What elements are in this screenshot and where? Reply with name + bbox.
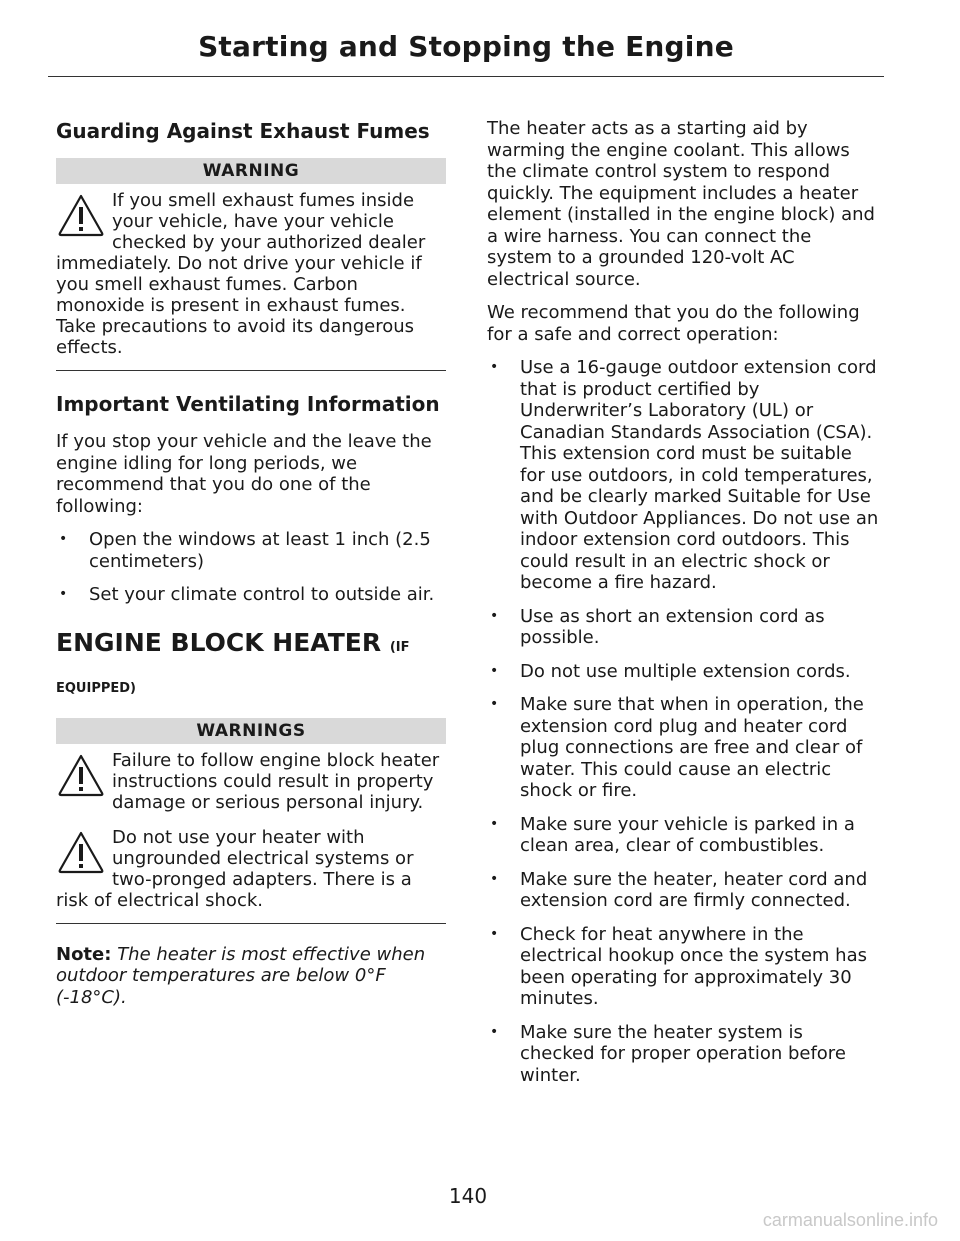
heater-warning-2-text: Do not use your heater with ungrounded electrical systems or two-pronged adapters. There is a risk of electrical shock. [56,826,414,911]
ventilating-list [56,529,446,606]
ventilating-intro: If you stop your vehicle and the leave the engine idling for long periods, we recommend that you do one of the following: [56,431,432,517]
heater-description: The heater acts as a starting aid by warming the engine coolant. This allows the climate control system to respond quickly. The equipment includes a heater element (installed in the engine block) and a wire harness. You can connect the system to a grounded 120-volt AC electrical source. [487,118,875,290]
recommendation-intro: We recommend that you do the following for a safe and correct operation: [487,302,860,345]
heater-recommendations-list [487,357,880,1086]
list-item: • Do not use multiple extension cords. [487,661,880,683]
warning-triangle-icon [56,829,106,875]
heater-title-text: ENGINE BLOCK HEATER [56,627,382,657]
warnings-end-divider [56,923,446,924]
warning-header: WARNING [56,158,446,184]
heater-warning-1-text: Failure to follow engine block heater instructions could result in property damage or serious personal injury. [112,749,440,813]
warning-triangle-icon [56,192,106,238]
list-item: • Set your climate control to outside air. [56,584,446,606]
exhaust-warning [56,190,446,358]
heater-title-suffix: (IF [389,639,410,655]
list-item: • Make sure your vehicle is parked in a clean area, clear of combustibles. [487,814,880,857]
warnings-header: WARNINGS [56,718,446,744]
list-item: • Open the windows at least 1 inch (2.5 centimeters) [56,529,446,572]
heater-warning-2 [56,827,446,911]
list-item: • Make sure the heater, heater cord and extension cord are firmly connected. [487,869,880,912]
page-number: 140 [448,1184,488,1208]
note-text: The heater is most effective when outdoor temperatures are below 0°F (-18°C). [56,943,426,1008]
left-column [56,118,446,1020]
watermark: carmanualsonline.info [762,1210,938,1230]
page-title: Starting and Stopping the Engine [198,30,734,63]
note-label: Note: [56,943,112,965]
heater-note [56,944,446,1009]
exhaust-warning-text: If you smell exhaust fumes inside your vehicle, have your vehicle checked by your authorized dealer immediately. Do not drive your vehicle if you smell exhaust fumes. Carbon monoxide is present in exhaust fumes. Take precautions to avoid its dangerous effects. [56,190,426,358]
ventilating-section-title: Important Ventilating Information [56,392,440,416]
list-item: • Make sure that when in operation, the extension cord plug and heater cord plug connections are free and clear of water. This could cause an electric shock or fire. [487,694,880,802]
heater-section-title [56,628,446,663]
warning-triangle-icon [56,752,106,798]
heater-warning-1 [56,750,446,813]
list-item: • Use a 16-gauge outdoor extension cord that is product certified by Underwriter’s Laboratory (UL) or Canadian Standards Association (CSA). This extension cord must be suitable for use outdoors, in cold temperatures, and be clearly marked Suitable for Use with Outdoor Appliances. Do not use an indoor extension cord outdoors. This could result in an electric shock or become a fire hazard. [487,357,880,594]
list-item: • Check for heat anywhere in the electrical hookup once the system has been operating for approximately 30 minutes. [487,924,880,1010]
heater-title-suffix-2: EQUIPPED) [56,680,136,696]
right-column [487,118,880,1098]
list-item: • Use as short an extension cord as possible. [487,606,880,649]
list-item: • Make sure the heater system is checked for proper operation before winter. [487,1022,880,1087]
exhaust-section-title: Guarding Against Exhaust Fumes [56,119,430,143]
warning-end-divider [56,370,446,371]
header-divider [48,76,884,77]
